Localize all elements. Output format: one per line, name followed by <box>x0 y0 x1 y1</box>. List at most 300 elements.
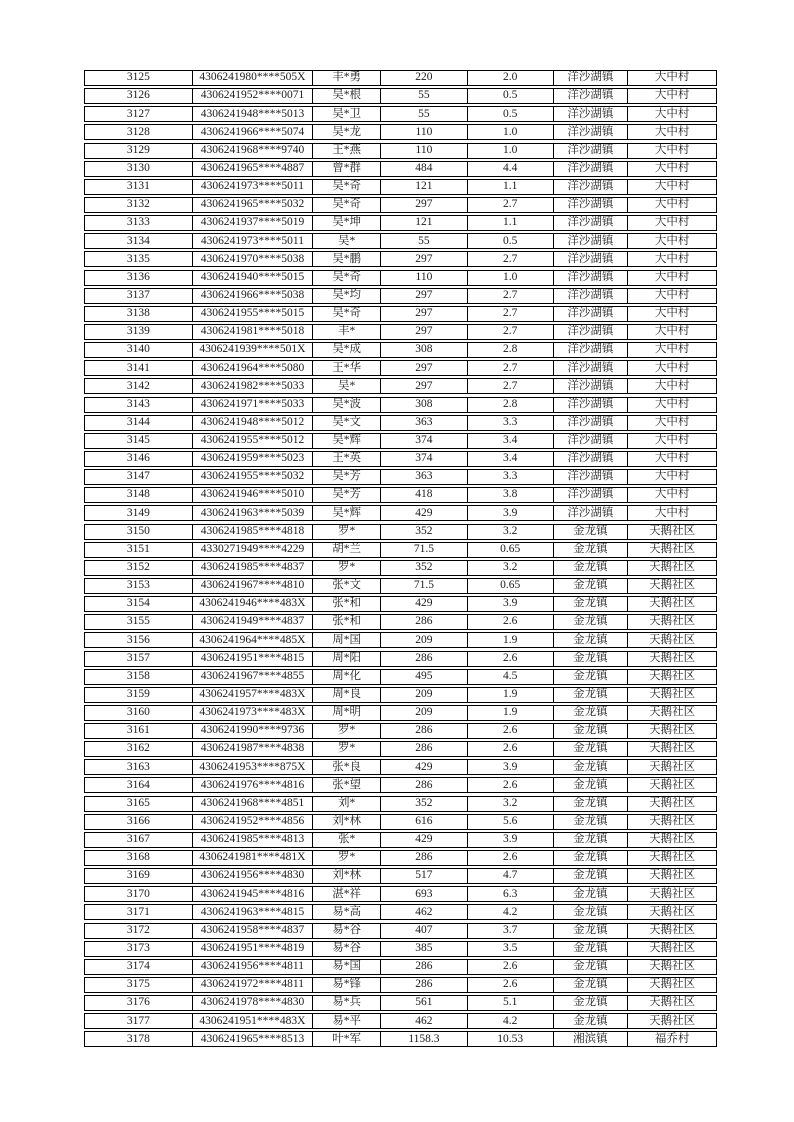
table-row <box>84 687 717 703</box>
cell-village: 大中村 <box>654 180 690 193</box>
cell-serial-number: 3174 <box>85 960 193 974</box>
cell-village: 大中村 <box>654 397 690 410</box>
table-row <box>84 651 717 667</box>
cell-town: 金龙镇 <box>554 869 629 883</box>
cell-town: 洋沙湖镇 <box>554 398 629 412</box>
table-row <box>84 1013 717 1029</box>
cell-id-number: 4306241946****5010 <box>193 488 314 502</box>
cell-amount: 374 <box>381 434 468 448</box>
cell-amount: 297 <box>381 325 468 339</box>
table-row <box>84 524 717 540</box>
table-row <box>84 270 717 286</box>
cell-serial-number: 3152 <box>85 561 193 575</box>
cell-amount: 286 <box>381 778 468 792</box>
cell-serial-number: 3127 <box>85 107 193 121</box>
cell-amount: 71.5 <box>381 579 468 593</box>
cell-serial-number: 3173 <box>85 942 193 956</box>
cell-town: 洋沙湖镇 <box>554 343 629 357</box>
cell-person-name: 易*国 <box>313 960 381 974</box>
cell-area: 1.0 <box>468 271 554 285</box>
cell-amount: 297 <box>381 198 468 212</box>
cell-id-number: 4306241985****4818 <box>193 525 314 539</box>
cell-person-name: 吴*辉 <box>313 434 381 448</box>
cell-amount: 55 <box>381 89 468 103</box>
cell-village: 天鹅社区 <box>649 978 696 991</box>
cell-amount: 286 <box>381 615 468 629</box>
cell-village: 天鹅社区 <box>649 960 696 973</box>
cell-person-name: 湛*祥 <box>313 887 381 901</box>
cell-person-name: 张*良 <box>313 760 381 774</box>
cell-amount: 429 <box>381 760 468 774</box>
cell-id-number: 4306241949****4837 <box>193 615 314 629</box>
cell-serial-number: 3159 <box>85 688 193 702</box>
cell-serial-number: 3145 <box>85 434 193 448</box>
cell-area: 2.7 <box>468 289 554 303</box>
table-row <box>84 632 717 648</box>
cell-serial-number: 3172 <box>85 924 193 938</box>
cell-village: 天鹅社区 <box>649 742 696 755</box>
cell-village: 天鹅社区 <box>649 760 696 773</box>
cell-person-name: 张*和 <box>313 597 381 611</box>
table-row <box>84 397 717 413</box>
cell-town: 洋沙湖镇 <box>554 144 629 158</box>
cell-serial-number: 3125 <box>85 71 193 85</box>
cell-person-name: 张* <box>313 833 381 847</box>
cell-town: 金龙镇 <box>554 924 629 938</box>
cell-village: 天鹅社区 <box>649 597 696 610</box>
cell-id-number: 4306241985****4837 <box>193 561 314 575</box>
cell-area: 2.7 <box>468 361 554 375</box>
cell-person-name: 易*锋 <box>313 978 381 992</box>
cell-area: 2.6 <box>468 778 554 792</box>
cell-area: 2.8 <box>468 343 554 357</box>
cell-serial-number: 3141 <box>85 361 193 375</box>
cell-town: 金龙镇 <box>554 525 629 539</box>
cell-area: 3.9 <box>468 597 554 611</box>
cell-town: 洋沙湖镇 <box>554 216 629 230</box>
cell-area: 2.6 <box>468 724 554 738</box>
table-row <box>84 70 717 86</box>
cell-person-name: 吴*奇 <box>313 271 381 285</box>
cell-serial-number: 3177 <box>85 1014 193 1028</box>
table-row <box>84 88 717 104</box>
beneficiary-table <box>84 70 717 1048</box>
cell-person-name: 易*谷 <box>313 924 381 938</box>
cell-town: 洋沙湖镇 <box>554 107 629 121</box>
cell-amount: 352 <box>381 797 468 811</box>
cell-person-name: 王*燕 <box>313 144 381 158</box>
cell-village: 天鹅社区 <box>649 905 696 918</box>
cell-serial-number: 3128 <box>85 125 193 139</box>
cell-serial-number: 3131 <box>85 180 193 194</box>
cell-amount: 418 <box>381 488 468 502</box>
cell-amount: 363 <box>381 470 468 484</box>
cell-area: 2.7 <box>468 379 554 393</box>
cell-serial-number: 3146 <box>85 452 193 466</box>
cell-town: 洋沙湖镇 <box>554 289 629 303</box>
cell-area: 3.3 <box>468 416 554 430</box>
cell-serial-number: 3144 <box>85 416 193 430</box>
table-row <box>84 469 717 485</box>
cell-village: 天鹅社区 <box>649 615 696 628</box>
cell-area: 3.2 <box>468 561 554 575</box>
table-row <box>84 777 717 793</box>
cell-person-name: 曾*群 <box>313 162 381 176</box>
table-row <box>84 215 717 231</box>
table-row <box>84 705 717 721</box>
cell-village: 大中村 <box>654 343 690 356</box>
table-row <box>84 814 717 830</box>
cell-area: 3.4 <box>468 434 554 448</box>
cell-town: 金龙镇 <box>554 797 629 811</box>
cell-area: 0.65 <box>468 543 554 557</box>
cell-area: 3.9 <box>468 833 554 847</box>
cell-serial-number: 3135 <box>85 252 193 266</box>
cell-village: 大中村 <box>654 325 690 338</box>
cell-amount: 55 <box>381 234 468 248</box>
cell-amount: 484 <box>381 162 468 176</box>
cell-person-name: 吴*奇 <box>313 307 381 321</box>
cell-person-name: 丰* <box>313 325 381 339</box>
cell-id-number: 4306241951****4819 <box>193 942 314 956</box>
cell-amount: 517 <box>381 869 468 883</box>
table-row <box>84 106 717 122</box>
cell-amount: 352 <box>381 525 468 539</box>
cell-person-name: 王*华 <box>313 361 381 375</box>
cell-serial-number: 3142 <box>85 379 193 393</box>
cell-town: 洋沙湖镇 <box>554 271 629 285</box>
cell-town: 金龙镇 <box>554 905 629 919</box>
cell-village: 天鹅社区 <box>649 633 696 646</box>
cell-area: 1.1 <box>468 216 554 230</box>
cell-id-number: 4306241955****5015 <box>193 307 314 321</box>
table-row <box>84 143 717 159</box>
cell-person-name: 吴* <box>313 234 381 248</box>
cell-id-number: 4306241978****4830 <box>193 996 314 1010</box>
cell-person-name: 吴*坤 <box>313 216 381 230</box>
cell-area: 5.6 <box>468 815 554 829</box>
cell-amount: 55 <box>381 107 468 121</box>
cell-serial-number: 3169 <box>85 869 193 883</box>
cell-serial-number: 3163 <box>85 760 193 774</box>
cell-id-number: 4306241951****483X <box>193 1014 314 1028</box>
table-row <box>84 324 717 340</box>
cell-amount: 110 <box>381 125 468 139</box>
cell-person-name: 吴*卫 <box>313 107 381 121</box>
cell-id-number: 4306241973****483X <box>193 706 314 720</box>
cell-town: 金龙镇 <box>554 579 629 593</box>
cell-area: 2.6 <box>468 652 554 666</box>
cell-village: 大中村 <box>654 415 690 428</box>
cell-town: 洋沙湖镇 <box>554 180 629 194</box>
cell-id-number: 4306241973****5011 <box>193 234 314 248</box>
cell-area: 0.5 <box>468 234 554 248</box>
cell-amount: 616 <box>381 815 468 829</box>
table-row <box>84 904 717 920</box>
cell-serial-number: 3175 <box>85 978 193 992</box>
cell-amount: 693 <box>381 887 468 901</box>
cell-town: 金龙镇 <box>554 706 629 720</box>
table-row <box>84 542 717 558</box>
cell-serial-number: 3149 <box>85 506 193 520</box>
cell-id-number: 4306241968****9740 <box>193 144 314 158</box>
cell-area: 2.6 <box>468 615 554 629</box>
cell-person-name: 吴*奇 <box>313 198 381 212</box>
cell-amount: 110 <box>381 271 468 285</box>
cell-town: 洋沙湖镇 <box>554 379 629 393</box>
cell-town: 洋沙湖镇 <box>554 470 629 484</box>
cell-id-number: 4306241948****5013 <box>193 107 314 121</box>
cell-id-number: 4306241959****5023 <box>193 452 314 466</box>
cell-town: 金龙镇 <box>554 561 629 575</box>
cell-village: 天鹅社区 <box>649 996 696 1009</box>
cell-area: 0.5 <box>468 89 554 103</box>
cell-amount: 286 <box>381 652 468 666</box>
cell-area: 4.7 <box>468 869 554 883</box>
cell-amount: 121 <box>381 180 468 194</box>
cell-village: 大中村 <box>654 89 690 102</box>
cell-town: 金龙镇 <box>554 815 629 829</box>
cell-village: 大中村 <box>654 125 690 138</box>
cell-serial-number: 3150 <box>85 525 193 539</box>
cell-id-number: 4306241964****5080 <box>193 361 314 375</box>
cell-area: 2.7 <box>468 252 554 266</box>
cell-area: 1.1 <box>468 180 554 194</box>
table-row <box>84 233 717 249</box>
cell-person-name: 吴*根 <box>313 89 381 103</box>
cell-serial-number: 3139 <box>85 325 193 339</box>
cell-person-name: 周*良 <box>313 688 381 702</box>
cell-serial-number: 3165 <box>85 797 193 811</box>
table-row <box>84 342 717 358</box>
cell-village: 天鹅社区 <box>649 542 696 555</box>
cell-id-number: 4306241980****505X <box>193 71 314 85</box>
table-row <box>84 995 717 1011</box>
cell-serial-number: 3170 <box>85 887 193 901</box>
cell-amount: 429 <box>381 833 468 847</box>
cell-village: 大中村 <box>654 452 690 465</box>
cell-person-name: 刘*林 <box>313 869 381 883</box>
cell-id-number: 4306241965****4887 <box>193 162 314 176</box>
cell-village: 大中村 <box>654 198 690 211</box>
cell-id-number: 4306241968****4851 <box>193 797 314 811</box>
table-row <box>84 741 717 757</box>
cell-person-name: 罗* <box>313 851 381 865</box>
cell-id-number: 4306241981****481X <box>193 851 314 865</box>
table-row <box>84 977 717 993</box>
cell-area: 2.6 <box>468 960 554 974</box>
cell-town: 金龙镇 <box>554 670 629 684</box>
cell-id-number: 4306241956****4830 <box>193 869 314 883</box>
cell-amount: 286 <box>381 978 468 992</box>
cell-serial-number: 3154 <box>85 597 193 611</box>
cell-serial-number: 3133 <box>85 216 193 230</box>
cell-village: 大中村 <box>654 506 690 519</box>
cell-village: 大中村 <box>654 161 690 174</box>
cell-town: 洋沙湖镇 <box>554 307 629 321</box>
cell-town: 金龙镇 <box>554 851 629 865</box>
cell-person-name: 吴* <box>313 379 381 393</box>
table-row <box>84 923 717 939</box>
table-row <box>84 179 717 195</box>
cell-village: 大中村 <box>654 307 690 320</box>
cell-serial-number: 3161 <box>85 724 193 738</box>
cell-area: 1.9 <box>468 688 554 702</box>
cell-person-name: 易*谷 <box>313 942 381 956</box>
cell-person-name: 周*阳 <box>313 652 381 666</box>
cell-id-number: 4306241946****483X <box>193 597 314 611</box>
cell-town: 金龙镇 <box>554 1014 629 1028</box>
table-row <box>84 197 717 213</box>
cell-id-number: 4306241955****5012 <box>193 434 314 448</box>
cell-serial-number: 3143 <box>85 398 193 412</box>
cell-area: 4.5 <box>468 670 554 684</box>
cell-person-name: 王*英 <box>313 452 381 466</box>
cell-town: 洋沙湖镇 <box>554 162 629 176</box>
cell-id-number: 4306241956****4811 <box>193 960 314 974</box>
cell-area: 0.5 <box>468 107 554 121</box>
cell-area: 2.7 <box>468 325 554 339</box>
cell-town: 洋沙湖镇 <box>554 89 629 103</box>
cell-area: 0.65 <box>468 579 554 593</box>
cell-serial-number: 3168 <box>85 851 193 865</box>
cell-id-number: 4306241990****9736 <box>193 724 314 738</box>
cell-area: 2.7 <box>468 198 554 212</box>
cell-village: 天鹅社区 <box>649 524 696 537</box>
cell-serial-number: 3136 <box>85 271 193 285</box>
cell-id-number: 4306241958****4837 <box>193 924 314 938</box>
table-row <box>84 941 717 957</box>
cell-village: 天鹅社区 <box>649 942 696 954</box>
cell-town: 洋沙湖镇 <box>554 198 629 212</box>
cell-person-name: 刘*林 <box>313 815 381 829</box>
cell-area: 3.3 <box>468 470 554 484</box>
cell-amount: 220 <box>381 71 468 85</box>
cell-town: 金龙镇 <box>554 887 629 901</box>
table-row <box>84 378 717 394</box>
cell-amount: 286 <box>381 851 468 865</box>
cell-village: 天鹅社区 <box>649 815 696 828</box>
cell-person-name: 罗* <box>313 742 381 756</box>
cell-amount: 352 <box>381 561 468 575</box>
cell-id-number: 4306241967****4810 <box>193 579 314 593</box>
table-row <box>84 251 717 267</box>
table-row <box>84 560 717 576</box>
cell-amount: 561 <box>381 996 468 1010</box>
cell-amount: 286 <box>381 960 468 974</box>
cell-amount: 209 <box>381 706 468 720</box>
cell-area: 1.9 <box>468 633 554 647</box>
cell-area: 3.7 <box>468 924 554 938</box>
cell-amount: 462 <box>381 1014 468 1028</box>
cell-village: 天鹅社区 <box>649 688 696 701</box>
cell-serial-number: 3126 <box>85 89 193 103</box>
cell-serial-number: 3176 <box>85 996 193 1010</box>
cell-id-number: 4306241939****501X <box>193 343 314 357</box>
cell-village: 天鹅社区 <box>649 1014 696 1027</box>
cell-town: 金龙镇 <box>554 760 629 774</box>
cell-person-name: 吴*龙 <box>313 125 381 139</box>
cell-town: 金龙镇 <box>554 942 629 956</box>
cell-village: 大中村 <box>654 434 690 447</box>
cell-area: 6.3 <box>468 887 554 901</box>
cell-serial-number: 3137 <box>85 289 193 303</box>
cell-town: 金龙镇 <box>554 960 629 974</box>
cell-town: 洋沙湖镇 <box>554 252 629 266</box>
cell-id-number: 4306241970****5038 <box>193 252 314 266</box>
cell-village: 大中村 <box>654 470 690 483</box>
cell-town: 湘滨镇 <box>554 1032 629 1046</box>
cell-id-number: 4306241963****5039 <box>193 506 314 520</box>
table-row <box>84 451 717 467</box>
cell-person-name: 吴*芳 <box>313 470 381 484</box>
cell-person-name: 易*平 <box>313 1014 381 1028</box>
cell-town: 金龙镇 <box>554 833 629 847</box>
cell-village: 大中村 <box>654 288 690 301</box>
cell-area: 3.9 <box>468 506 554 520</box>
cell-amount: 297 <box>381 307 468 321</box>
cell-area: 4.2 <box>468 1014 554 1028</box>
cell-village: 大中村 <box>654 361 690 374</box>
cell-id-number: 4306241957****483X <box>193 688 314 702</box>
cell-serial-number: 3147 <box>85 470 193 484</box>
table-row <box>84 868 717 884</box>
cell-id-number: 4306241982****5033 <box>193 379 314 393</box>
cell-village: 天鹅社区 <box>649 579 696 592</box>
cell-amount: 462 <box>381 905 468 919</box>
cell-village: 大中村 <box>654 234 690 247</box>
cell-amount: 429 <box>381 597 468 611</box>
cell-amount: 429 <box>381 506 468 520</box>
table-row <box>84 124 717 140</box>
cell-area: 2.6 <box>468 978 554 992</box>
cell-area: 3.9 <box>468 760 554 774</box>
cell-area: 2.6 <box>468 851 554 865</box>
cell-id-number: 4306241953****875X <box>193 760 314 774</box>
table-row <box>84 832 717 848</box>
table-row <box>84 161 717 177</box>
cell-amount: 308 <box>381 398 468 412</box>
cell-village: 天鹅社区 <box>649 887 696 900</box>
cell-village: 天鹅社区 <box>649 778 696 791</box>
cell-id-number: 4306241951****4815 <box>193 652 314 666</box>
cell-area: 4.2 <box>468 905 554 919</box>
cell-area: 3.2 <box>468 797 554 811</box>
cell-village: 大中村 <box>654 270 690 283</box>
table-row <box>84 306 717 322</box>
cell-town: 金龙镇 <box>554 996 629 1010</box>
cell-amount: 385 <box>381 942 468 956</box>
cell-person-name: 易*高 <box>313 905 381 919</box>
cell-village: 天鹅社区 <box>649 796 696 809</box>
cell-village: 天鹅社区 <box>649 851 696 864</box>
cell-town: 金龙镇 <box>554 543 629 557</box>
cell-village: 大中村 <box>654 71 690 84</box>
cell-amount: 297 <box>381 289 468 303</box>
cell-village: 大中村 <box>654 107 690 120</box>
table-row <box>84 487 717 503</box>
cell-town: 金龙镇 <box>554 652 629 666</box>
cell-id-number: 4306241948****5012 <box>193 416 314 430</box>
cell-serial-number: 3148 <box>85 488 193 502</box>
cell-amount: 495 <box>381 670 468 684</box>
cell-person-name: 张*和 <box>313 615 381 629</box>
cell-serial-number: 3171 <box>85 905 193 919</box>
cell-amount: 1158.3 <box>381 1032 468 1046</box>
cell-serial-number: 3132 <box>85 198 193 212</box>
cell-village: 天鹅社区 <box>649 869 696 882</box>
cell-person-name: 吴*均 <box>313 289 381 303</box>
